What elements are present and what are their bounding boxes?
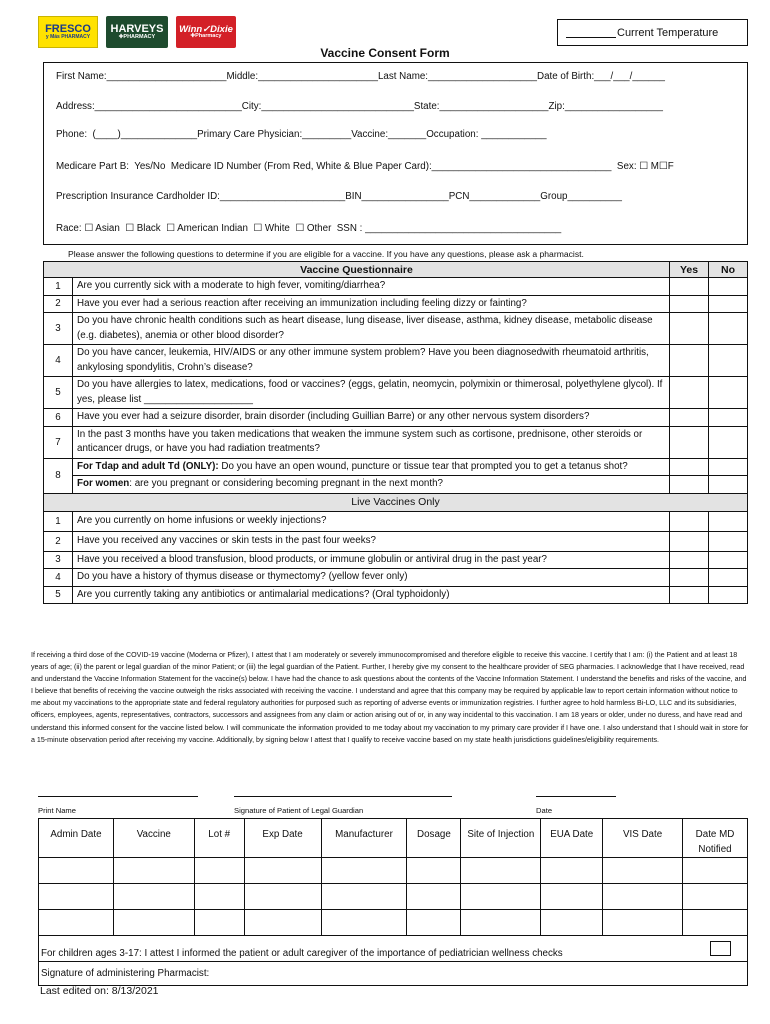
question-text: In the past 3 months have you taken medications that weaken the immune system such as cortisone, prednisone, other steroids or anticancer drugs, or have you had radiation treatments? — [73, 426, 670, 458]
question-number: 3 — [44, 313, 73, 345]
no-checkbox[interactable] — [709, 345, 748, 377]
phone-physician-line[interactable]: Phone: (____)______________Primary Care Physician:_________Vaccine:_______Occupation: ____________ — [56, 129, 547, 140]
question-number: 5 — [44, 377, 73, 409]
question-text: Do you have chronic health conditions such as heart disease, lung disease, liver disease, asthma, kidney disease, metabolic disease (e.g. diabetes), anemia or other blood disorder? — [73, 313, 670, 345]
question-number: 2 — [44, 295, 73, 313]
yes-checkbox[interactable] — [670, 409, 709, 427]
tdap-label: For Tdap and adult Td (ONLY): — [77, 460, 219, 472]
question-number: 7 — [44, 426, 73, 458]
table-row — [44, 377, 748, 409]
no-checkbox[interactable] — [709, 295, 748, 313]
table-cell[interactable] — [541, 858, 603, 884]
print-name-label: Print Name — [38, 806, 76, 815]
table-cell[interactable] — [461, 910, 541, 936]
fresco-logo — [38, 16, 98, 48]
yes-checkbox[interactable] — [670, 278, 709, 296]
no-checkbox[interactable] — [709, 458, 748, 476]
no-checkbox[interactable] — [709, 511, 748, 531]
yes-checkbox[interactable] — [670, 531, 709, 551]
temperature-box — [557, 19, 748, 46]
table-cell[interactable] — [321, 884, 407, 910]
admin-header-row — [39, 819, 748, 858]
race-ssn-line[interactable]: Race: ☐ Asian ☐ Black ☐ American Indian ☐ White ☐ Other SSN : ____________________________________ — [56, 223, 562, 234]
question-number: 6 — [44, 409, 73, 427]
table-cell[interactable] — [244, 858, 321, 884]
table-cell[interactable] — [113, 910, 194, 936]
lot-header: Lot # — [194, 819, 244, 858]
table-cell[interactable] — [461, 884, 541, 910]
table-row — [44, 278, 748, 296]
winn-dixie-logo — [176, 16, 236, 48]
table-cell[interactable] — [194, 858, 244, 884]
question-text: Have you received a blood transfusion, blood products, or immune globulin or antiviral drug in the past year? — [73, 551, 670, 569]
women-question: : are you pregnant or considering becoming pregnant in the next month? — [129, 478, 443, 489]
instructions-text: Please answer the following questions to determine if you are eligible for a vaccine. If you have any questions, please ask a pharmacist. — [68, 249, 584, 259]
table-cell[interactable] — [541, 884, 603, 910]
date-label: Date — [536, 806, 553, 815]
winn-dixie-logo-text: Winn✓Dixie — [179, 23, 233, 35]
winn-dixie-logo-sub: ✚Pharmacy — [190, 33, 222, 39]
yes-checkbox[interactable] — [670, 511, 709, 531]
table-cell[interactable] — [683, 884, 748, 910]
children-attest-text: For children ages 3-17: I attest I informed the patient or adult caregiver of the importance of pediatrician wellness checks — [41, 948, 563, 959]
no-checkbox[interactable] — [709, 586, 748, 604]
yes-checkbox[interactable] — [670, 295, 709, 313]
date-line[interactable] — [536, 796, 616, 797]
tdap-question: Do you have an open wound, puncture or tissue tear that prompted you to get a tetanus shot? — [218, 460, 628, 472]
live-vaccines-header-row — [44, 493, 748, 511]
date-md-notified-header: Date MD Notified — [683, 819, 748, 858]
question-text-women — [73, 476, 670, 494]
yes-checkbox[interactable] — [670, 426, 709, 458]
yes-checkbox[interactable] — [670, 551, 709, 569]
table-row — [44, 458, 748, 476]
yes-checkbox[interactable] — [670, 458, 709, 476]
question-text: Have you ever had a serious reaction after receiving an immunization including feeling dizzy or fainting? — [73, 295, 670, 313]
harveys-logo — [106, 16, 168, 48]
women-label: For women — [77, 478, 130, 489]
table-row — [39, 884, 748, 910]
site-of-injection-header: Site of Injection — [461, 819, 541, 858]
question-number: 1 — [44, 511, 73, 531]
no-checkbox[interactable] — [709, 377, 748, 409]
table-row — [44, 511, 748, 531]
table-cell[interactable] — [244, 884, 321, 910]
no-checkbox[interactable] — [709, 569, 748, 587]
question-number: 5 — [44, 586, 73, 604]
last-edited-footer: Last edited on: 8/13/2021 — [40, 985, 159, 997]
questionnaire-header: Vaccine Questionnaire — [44, 262, 670, 278]
question-number: 4 — [44, 345, 73, 377]
table-cell[interactable] — [39, 884, 114, 910]
table-cell[interactable] — [603, 884, 683, 910]
table-row — [44, 569, 748, 587]
no-checkbox[interactable] — [709, 476, 748, 494]
table-cell[interactable] — [603, 910, 683, 936]
question-text-tdap — [73, 458, 670, 476]
vaccine-header: Vaccine — [113, 819, 194, 858]
table-cell[interactable] — [39, 910, 114, 936]
table-row — [44, 586, 748, 604]
fresco-logo-text: FRESCO — [45, 23, 91, 35]
no-checkbox[interactable] — [709, 551, 748, 569]
question-text: Have you received any vaccines or skin tests in the past four weeks? — [73, 531, 670, 551]
table-row — [44, 313, 748, 345]
question-number: 3 — [44, 551, 73, 569]
table-cell[interactable] — [541, 910, 603, 936]
table-cell[interactable] — [321, 910, 407, 936]
consent-paragraph: If receiving a third dose of the COVID-19 vaccine (Moderna or Pfizer), I attest that I am moderately or severely immunocompromised and therefore eligible to receive this vaccine. I certify that I am: (i) the Patient and at least 18 years of age; (ii) the parent or legal guardian of the minor Patient; or (iii) the legal guardian of the Patient. Further, I hereby give my consent to the healthcare provider of SEG pharmacies. I acknowledge that I have received, read and understand the Vaccine Information Statement for the vaccine(s) below. I have had the chance to ask questions about the contents of the Vaccine Information Statement. I understand the benefits and risks of the vaccine, and I believe that benefits of receiving the vaccine outweigh the risks associated with receiving the vaccine. I understand and agree that this company may be required by applicable law to report certain information without notice to me about my vaccinations to the appropriate state and federal regulatory authorities for purposed such as reporting of adverse events or immunization registries. I further agree to hold harmless Bi-LO, LLC and its subsidiaries, officers, employees, agents, representatives, contractors, successors and assignees from any claim or action arising out of or, in any way incidental to this vaccination. I am 18 years or older, under no duress, and have read and understand this informed consent for the vaccine listed below. I will communicate the information provided to me today about my vaccination to my primary care provider if I have one. I also understand that I should wait in store for a 15-minute observation period after receiving my vaccine. Additionally, by signing below I attest that I qualify to receive vaccine based on my state health jurisdictions guidelines/eligibility requirements. — [31, 651, 749, 744]
children-attest-checkbox[interactable] — [710, 941, 731, 956]
table-cell[interactable] — [407, 910, 461, 936]
question-text: Have you ever had a seizure disorder, brain disorder (including Guillian Barre) or any other nervous system disorders? — [73, 409, 670, 427]
pharmacist-signature-cell[interactable] — [39, 962, 748, 986]
address-line[interactable]: Address:___________________________City:____________________________State:____________________Zip:__________________ — [56, 101, 663, 112]
harveys-logo-sub: ✚PHARMACY — [118, 33, 156, 40]
table-row — [44, 476, 748, 494]
yes-checkbox[interactable] — [670, 313, 709, 345]
table-cell[interactable] — [194, 910, 244, 936]
medicare-sex-line[interactable]: Medicare Part B: Yes/No Medicare ID Number (From Red, White & Blue Paper Card):_________________________________ Sex: ☐ M☐F — [56, 161, 674, 172]
print-name-line[interactable] — [38, 796, 198, 797]
table-row — [39, 910, 748, 936]
live-vaccines-header: Live Vaccines Only — [44, 493, 748, 511]
table-cell[interactable] — [194, 884, 244, 910]
table-cell[interactable] — [321, 858, 407, 884]
table-cell[interactable] — [113, 858, 194, 884]
table-cell[interactable] — [603, 858, 683, 884]
table-row — [44, 531, 748, 551]
question-text: Do you have allergies to latex, medications, food or vaccines? (eggs, gelatin, neomycin, polymixin or thimerosal, polyethylene glycol). If yes, please list ____________________ — [73, 377, 670, 409]
no-checkbox[interactable] — [709, 313, 748, 345]
question-number: 8 — [44, 458, 73, 493]
yes-column-header: Yes — [670, 262, 709, 278]
question-number: 2 — [44, 531, 73, 551]
table-cell[interactable] — [683, 858, 748, 884]
question-number: 1 — [44, 278, 73, 296]
signature-line[interactable] — [234, 796, 452, 797]
administration-table — [38, 818, 748, 986]
temperature-label: Current Temperature — [617, 26, 719, 39]
manufacturer-header: Manufacturer — [321, 819, 407, 858]
eua-date-header: EUA Date — [541, 819, 603, 858]
yes-checkbox[interactable] — [670, 476, 709, 494]
vis-date-header: VIS Date — [603, 819, 683, 858]
yes-checkbox[interactable] — [670, 377, 709, 409]
table-row — [44, 551, 748, 569]
pharmacist-signature-row — [39, 962, 748, 986]
table-row — [44, 345, 748, 377]
questionnaire-header-row — [44, 262, 748, 278]
question-text: Are you currently sick with a moderate to high fever, vomiting/diarrhea? — [73, 278, 670, 296]
children-attest-cell — [39, 936, 748, 962]
name-dob-line[interactable]: First Name:______________________Middle:______________________Last Name:____________________Date of Birth:___/___/______ — [56, 71, 666, 82]
table-cell[interactable] — [244, 910, 321, 936]
admin-date-header: Admin Date — [39, 819, 114, 858]
insurance-line[interactable]: Prescription Insurance Cardholder ID:_______________________BIN________________PCN_____________Group__________ — [56, 191, 622, 202]
question-text: Are you currently on home infusions or weekly injections? — [73, 511, 670, 531]
exp-date-header: Exp Date — [244, 819, 321, 858]
fresco-logo-sub: y Más PHARMACY — [45, 34, 91, 40]
harveys-logo-text: HARVEYS — [110, 22, 164, 35]
table-row — [44, 426, 748, 458]
logo-bar — [38, 16, 236, 48]
dosage-header: Dosage — [407, 819, 461, 858]
no-checkbox[interactable] — [709, 409, 748, 427]
table-cell[interactable] — [407, 884, 461, 910]
table-cell[interactable] — [39, 858, 114, 884]
question-number: 4 — [44, 569, 73, 587]
table-cell[interactable] — [461, 858, 541, 884]
question-text: Are you currently taking any antibiotics or antimalarial medications? (Oral typhoidonly) — [73, 586, 670, 604]
question-text: Do you have a history of thymus disease or thymectomy? (yellow fever only) — [73, 569, 670, 587]
pharmacist-signature-label: Signature of administering Pharmacist: — [41, 968, 210, 979]
table-row — [39, 858, 748, 884]
question-text: Do you have cancer, leukemia, HIV/AIDS or any other immune system problem? Have you been diagnosedwith rheumatoid arthritis, ankylosing spondylitis, Crohn’s disease? — [73, 345, 670, 377]
table-cell[interactable] — [683, 910, 748, 936]
table-row — [44, 295, 748, 313]
vaccine-questionnaire-table — [43, 261, 748, 604]
no-checkbox[interactable] — [709, 278, 748, 296]
table-cell[interactable] — [113, 884, 194, 910]
signature-label: Signature of Patient of Legal Guardian — [234, 806, 364, 815]
children-attest-row — [39, 936, 748, 962]
yes-checkbox[interactable] — [670, 569, 709, 587]
form-title: Vaccine Consent Form — [320, 46, 450, 60]
no-column-header: No — [709, 262, 748, 278]
table-cell[interactable] — [407, 858, 461, 884]
no-checkbox[interactable] — [709, 531, 748, 551]
yes-checkbox[interactable] — [670, 586, 709, 604]
temperature-field[interactable] — [566, 27, 616, 38]
no-checkbox[interactable] — [709, 426, 748, 458]
patient-info-box — [43, 62, 748, 245]
table-row — [44, 409, 748, 427]
yes-checkbox[interactable] — [670, 345, 709, 377]
